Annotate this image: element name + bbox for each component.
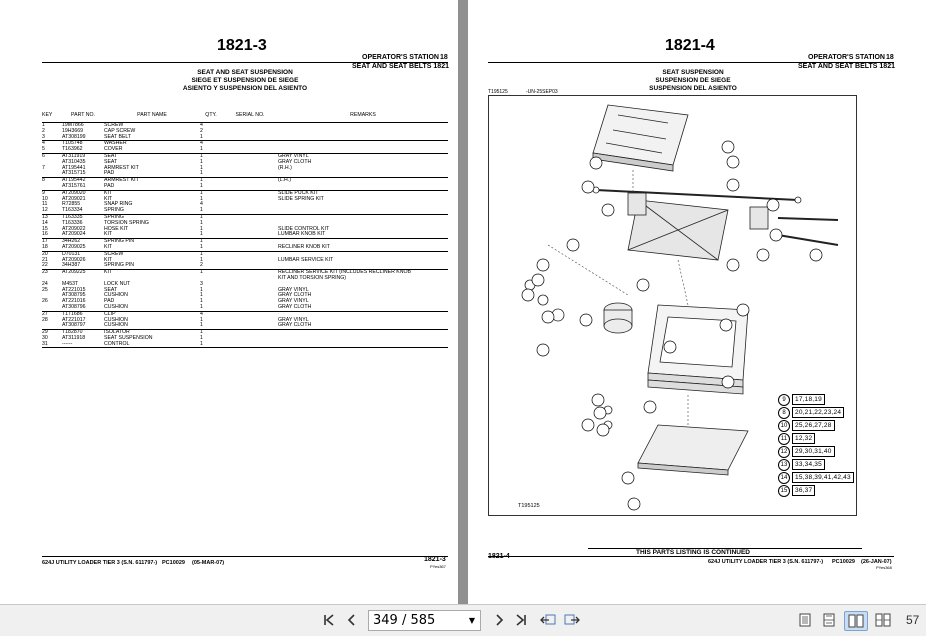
table-cell: KIT xyxy=(104,256,113,263)
right-page xyxy=(468,0,926,604)
callout-parts-list: 25,26,27,28 xyxy=(792,420,835,431)
table-header: KEY PART NO. PART NAME QTY. SERIAL NO. REMARKS xyxy=(42,113,448,123)
callout-number: 10 xyxy=(778,420,790,432)
single-page-view-button[interactable] xyxy=(796,611,814,629)
table-body xyxy=(42,123,448,348)
table-cell: 23 xyxy=(42,269,48,276)
chevron-left-icon xyxy=(346,614,358,626)
table-cell: 22 xyxy=(42,262,48,269)
table-cell: 2 xyxy=(42,127,45,134)
table-cell: CAP SCREW xyxy=(104,127,136,134)
go-forward-button[interactable] xyxy=(562,611,582,629)
table-cell: SPRING xyxy=(104,213,124,220)
table-cell: PAD xyxy=(104,298,115,305)
table-cell: 1 xyxy=(200,303,203,310)
two-page-icon xyxy=(848,614,864,628)
table-cell: (R.H.) xyxy=(278,164,292,171)
table-cell: 28 xyxy=(42,316,48,323)
callout-parts-list: 17,18,19 xyxy=(792,394,825,405)
table-row xyxy=(42,342,448,349)
table-cell xyxy=(222,184,278,190)
table-cell: SPRING xyxy=(104,207,124,214)
section-title: SEAT AND SEAT SUSPENSION SIEGE ET SUSPENSION DE SIEGE ASIENTO Y SUSPENSION DEL ASIENTO xyxy=(182,69,308,92)
figure-date: -UN-25SEP03 xyxy=(526,89,558,95)
table-cell: 1 xyxy=(200,298,203,305)
table-cell: SEAT xyxy=(104,286,118,293)
table-cell: AT209025 xyxy=(62,243,86,250)
table-cell: T163962 xyxy=(62,146,83,153)
table-cell: 20 xyxy=(42,250,48,257)
table-cell xyxy=(278,171,448,177)
table-cell: 1 xyxy=(200,182,203,189)
footer-date: (05-MAR-07) xyxy=(192,560,225,566)
table-cell: AT209024 xyxy=(62,231,86,238)
footer-page-number: 1821-3 xyxy=(424,556,446,563)
table-cell: AT308795 xyxy=(62,292,86,299)
table-cell: SLIDE CONTROL KIT xyxy=(278,225,330,232)
table-cell: 1 xyxy=(200,133,203,140)
table-cell: SEAT xyxy=(104,152,118,159)
table-cell: GRAY VINYL xyxy=(278,316,309,323)
callout-parts-list: 29,30,31,40 xyxy=(792,446,835,457)
table-cell: 19M7866 xyxy=(62,122,84,128)
next-page-button[interactable] xyxy=(490,611,508,629)
table-cell: 26 xyxy=(42,298,48,305)
table-cell: 4 xyxy=(200,122,203,128)
table-cell xyxy=(278,135,448,141)
callout-parts-list: 36,37 xyxy=(792,485,815,496)
table-cell: COVER xyxy=(104,146,123,153)
callout-number: 9 xyxy=(778,394,790,406)
table-cell: 13 xyxy=(42,213,48,220)
table-cell: 15 xyxy=(42,225,48,232)
table-cell: LUMBAR SERVICE KIT xyxy=(278,256,334,263)
zoom-level[interactable]: 57 xyxy=(906,613,920,627)
page-title: 1821-3 xyxy=(217,37,267,54)
first-page-button[interactable] xyxy=(320,611,338,629)
table-cell xyxy=(222,305,278,311)
table-cell: 14 xyxy=(42,219,48,226)
table-cell xyxy=(278,184,448,190)
table-cell: LUMBAR KNOB KIT xyxy=(278,231,326,238)
table-row xyxy=(42,245,448,252)
table-cell: 1 xyxy=(200,250,203,257)
table-cell: 1 xyxy=(200,152,203,159)
table-cell: AT315715 xyxy=(62,170,86,177)
table-cell: 16 xyxy=(42,231,48,238)
callout-list xyxy=(778,393,854,497)
table-cell: KIT xyxy=(104,189,113,196)
table-cell: 1 xyxy=(200,329,203,336)
table-cell: 1 xyxy=(200,243,203,250)
table-cell: 1 xyxy=(200,292,203,299)
table-row xyxy=(42,270,448,282)
table-cell: 27 xyxy=(42,310,48,317)
table-cell: AT209022 xyxy=(62,225,86,232)
table-cell: HOSE KIT xyxy=(104,225,129,232)
table-cell: 1 xyxy=(200,286,203,293)
table-cell: 3 xyxy=(42,133,45,140)
viewer-toolbar xyxy=(0,604,926,636)
table-cell: 1 xyxy=(200,164,203,171)
callout-number: 15 xyxy=(778,485,790,497)
table-cell: 34H262 xyxy=(62,238,81,245)
table-cell: T171686 xyxy=(62,310,83,317)
table-cell: 1 xyxy=(200,334,203,341)
table-cell xyxy=(42,184,62,190)
table-cell: 11 xyxy=(42,201,48,208)
table-cell: AT311918 xyxy=(62,334,86,341)
table-cell: 9 xyxy=(42,189,45,196)
forward-arrow-icon xyxy=(564,613,580,627)
table-cell: 1 xyxy=(200,170,203,177)
header-section: OPERATOR'S STATION xyxy=(362,54,439,61)
callout-number: 14 xyxy=(778,472,790,484)
callout-number: 13 xyxy=(778,459,790,471)
parts-table xyxy=(42,113,448,348)
table-cell: PAD xyxy=(104,170,115,177)
table-cell: T182870 xyxy=(62,329,83,336)
callout-item xyxy=(778,445,854,458)
table-row xyxy=(42,305,448,312)
table-cell xyxy=(222,263,278,269)
table-cell: AT221017 xyxy=(62,316,86,323)
table-cell xyxy=(42,171,62,177)
table-cell: 2 xyxy=(200,127,203,134)
callout-item xyxy=(778,406,854,419)
table-cell: 1 xyxy=(200,256,203,263)
table-cell: AT308797 xyxy=(62,322,86,329)
table-cell: GRAY CLOTH xyxy=(278,322,312,329)
table-cell: 4 xyxy=(200,310,203,317)
table-cell: RECLINER SERVICE KIT (INCLUDES RECLINER KNOB KIT AND TORSION SPRING) xyxy=(278,269,411,281)
table-cell: T163336 xyxy=(62,219,83,226)
left-page xyxy=(0,0,458,604)
callout-item xyxy=(778,471,854,484)
two-page-continuous-button[interactable] xyxy=(872,611,894,629)
table-cell: SLIDE SPRING KIT xyxy=(278,195,324,202)
two-page-continuous-icon xyxy=(875,613,891,627)
callout-number: 12 xyxy=(778,446,790,458)
header-number: 18 xyxy=(886,54,894,61)
table-cell: CONTROL xyxy=(104,340,130,347)
table-cell: SEAT BELT xyxy=(104,133,132,140)
table-cell: 24 xyxy=(42,280,48,287)
table-cell: PAD xyxy=(104,182,115,189)
table-cell: AT209225 xyxy=(62,269,86,276)
callout-item xyxy=(778,393,854,406)
callout-item xyxy=(778,484,854,497)
table-cell: 8 xyxy=(42,177,45,184)
table-cell: AT209020 xyxy=(62,189,86,196)
table-cell: ARMREST KIT xyxy=(104,164,139,171)
table-cell: AT308199 xyxy=(62,133,86,140)
table-cell: 3 xyxy=(200,280,203,287)
table-cell: M453T xyxy=(62,280,79,287)
table-cell: 1 xyxy=(42,122,45,128)
continuous-view-button[interactable] xyxy=(820,611,838,629)
section-title: SEAT SUSPENSION SUSPENSION DE SIEGE SUSPENSION DEL ASIENTO xyxy=(649,69,737,92)
go-back-button[interactable] xyxy=(538,611,558,629)
figure-code-bottom: T195125 xyxy=(518,503,540,509)
table-row xyxy=(42,232,448,239)
table-cell: 1 xyxy=(200,158,203,165)
callout-number: 11 xyxy=(778,433,790,445)
callout-parts-list: 20,21,22,23,24 xyxy=(792,407,844,418)
table-cell: 1 xyxy=(200,225,203,232)
table-cell: 29 xyxy=(42,329,48,336)
table-cell: 1 xyxy=(200,177,203,184)
table-cell: 19H3669 xyxy=(62,127,84,134)
table-cell: SPRING PIN xyxy=(104,262,134,269)
table-cell: 12 xyxy=(42,207,48,214)
back-arrow-icon xyxy=(540,613,556,627)
first-page-icon xyxy=(323,614,335,626)
table-cell xyxy=(278,342,448,348)
table-cell xyxy=(278,208,448,214)
table-cell: AT221016 xyxy=(62,298,86,305)
table-cell: 4 xyxy=(200,201,203,208)
table-cell: 34H387 xyxy=(62,262,81,269)
table-cell: 2 xyxy=(200,262,203,269)
table-cell: CUSHION xyxy=(104,322,128,329)
two-page-view-button[interactable] xyxy=(844,611,868,631)
table-cell xyxy=(42,305,62,311)
footer-pc: PC10029 xyxy=(162,560,185,566)
table-cell: 30 xyxy=(42,334,48,341)
table-cell: AT195441 xyxy=(62,164,86,171)
table-cell: CUSHION xyxy=(104,303,128,310)
footer-date: (26-JAN-07) xyxy=(861,559,892,565)
footer-page-number: 1821-4 xyxy=(488,553,510,560)
table-cell: SPRING PIN xyxy=(104,238,134,245)
table-cell: T163334 xyxy=(62,207,83,214)
table-cell: AT311919 xyxy=(62,152,86,159)
table-cell: SNAP RING xyxy=(104,201,133,208)
table-cell: SCREW xyxy=(104,122,124,128)
table-cell: AT315761 xyxy=(62,182,86,189)
footer-model: 624J UTILITY LOADER TIER 3 (S.N. 611797-) xyxy=(42,560,158,566)
table-row xyxy=(42,184,448,191)
table-cell: KIT xyxy=(104,269,113,276)
footer-code: PYes368 xyxy=(876,565,892,570)
table-cell: 5 xyxy=(42,146,45,153)
table-cell: ------ xyxy=(62,340,73,347)
callout-item xyxy=(778,432,854,445)
table-row xyxy=(42,135,448,142)
table-cell: 6 xyxy=(42,152,45,159)
table-cell: TORSION SPRING xyxy=(104,219,149,226)
table-cell: 7 xyxy=(42,164,45,171)
footer-model: 624J UTILITY LOADER TIER 3 (S.N. 611797-) xyxy=(708,559,824,565)
table-cell: AT209026 xyxy=(62,256,86,263)
table-cell xyxy=(222,208,278,214)
page-title: 1821-4 xyxy=(665,37,715,54)
single-page-icon xyxy=(799,613,811,627)
table-cell: GRAY VINYL xyxy=(278,298,309,305)
table-cell: KIT xyxy=(104,195,113,202)
table-cell: T163335 xyxy=(62,213,83,220)
table-cell: GRAY CLOTH xyxy=(278,303,312,310)
table-cell: CLIP xyxy=(104,310,116,317)
table-cell xyxy=(222,171,278,177)
table-cell: SEAT xyxy=(104,158,118,165)
callout-item xyxy=(778,458,854,471)
table-row xyxy=(42,323,448,330)
table-cell: 18 xyxy=(42,243,48,250)
table-cell: 1 xyxy=(200,189,203,196)
table-cell: AT209021 xyxy=(62,195,86,202)
table-cell: 4 xyxy=(200,140,203,147)
header-subsection: SEAT AND SEAT BELTS 1821 xyxy=(798,63,895,70)
header-section: OPERATOR'S STATION xyxy=(808,54,885,61)
table-cell: 17 xyxy=(42,238,48,245)
chevron-down-icon: ▼ xyxy=(468,616,476,625)
table-cell: ARMREST KIT xyxy=(104,177,139,184)
footer-pc: PC10029 xyxy=(832,559,855,565)
table-cell xyxy=(222,135,278,141)
table-cell: 1 xyxy=(200,207,203,214)
table-cell: WASHER xyxy=(104,140,127,147)
table-cell xyxy=(222,270,278,282)
callout-item xyxy=(778,419,854,432)
table-cell: 1 xyxy=(200,269,203,276)
footer-code: PYes367 xyxy=(430,564,446,569)
last-page-button[interactable] xyxy=(512,611,530,629)
table-cell: KIT xyxy=(104,231,113,238)
chevron-right-icon xyxy=(493,614,505,626)
table-cell: R72855 xyxy=(62,201,81,208)
figure-code: T195125 xyxy=(488,89,508,95)
table-cell: GRAY VINYL xyxy=(278,152,309,159)
callout-parts-list: 33,34,35 xyxy=(792,459,825,470)
table-cell: GRAY CLOTH xyxy=(278,292,312,299)
table-cell: 1 xyxy=(200,231,203,238)
table-row xyxy=(42,208,448,215)
table-cell: SCREW xyxy=(104,250,124,257)
table-cell xyxy=(222,245,278,251)
callout-number: 8 xyxy=(778,407,790,419)
table-cell: 1 xyxy=(200,238,203,245)
table-cell xyxy=(222,342,278,348)
table-cell: 1 xyxy=(200,219,203,226)
table-cell: SLIDE PUCK KIT xyxy=(278,189,319,196)
table-cell: AT195442 xyxy=(62,177,86,184)
table-row xyxy=(42,147,448,154)
table-cell xyxy=(222,323,278,329)
last-page-icon xyxy=(515,614,527,626)
table-cell: 10 xyxy=(42,195,48,202)
table-cell: AT221015 xyxy=(62,286,86,293)
table-cell: CUSHION xyxy=(104,316,128,323)
table-cell: KIT xyxy=(104,243,113,250)
table-cell: RECLINER KNOB KIT xyxy=(278,243,330,250)
continuous-page-icon xyxy=(823,613,835,627)
header-subsection: SEAT AND SEAT BELTS 1821 xyxy=(352,63,449,70)
table-cell: ISOLATOR xyxy=(104,329,130,336)
table-cell: 1 xyxy=(200,213,203,220)
table-cell xyxy=(222,232,278,238)
continued-note: THIS PARTS LISTING IS CONTINUED xyxy=(636,549,750,556)
table-cell: CUSHION xyxy=(104,292,128,299)
table-cell: LOCK NUT xyxy=(104,280,131,287)
header-number: 18 xyxy=(440,54,448,61)
table-cell: 4 xyxy=(42,140,45,147)
table-cell: 1 xyxy=(200,146,203,153)
table-cell: 1 xyxy=(200,322,203,329)
table-cell: AT310435 xyxy=(62,158,86,165)
table-cell: 1 xyxy=(200,316,203,323)
table-cell: 1 xyxy=(200,195,203,202)
table-cell: D70131 xyxy=(62,250,81,257)
table-cell: (L.H.) xyxy=(278,177,291,184)
table-cell xyxy=(222,147,278,153)
table-cell: 25 xyxy=(42,286,48,293)
table-cell: SEAT SUSPENSION xyxy=(104,334,153,341)
page-number-value: 349 / 585 xyxy=(373,613,436,628)
table-row xyxy=(42,171,448,178)
page-number-select[interactable] xyxy=(368,610,481,631)
callout-parts-list: 12,32 xyxy=(792,433,815,444)
table-cell: 21 xyxy=(42,256,48,263)
table-cell: 1 xyxy=(200,340,203,347)
previous-page-button[interactable] xyxy=(343,611,361,629)
table-cell: AT308796 xyxy=(62,303,86,310)
table-cell: GRAY CLOTH xyxy=(278,158,312,165)
table-cell: GRAY VINYL xyxy=(278,286,309,293)
table-cell: 31 xyxy=(42,340,48,347)
table-cell: T105748 xyxy=(62,140,83,147)
callout-parts-list: 15,38,39,41,42,43 xyxy=(792,472,854,483)
